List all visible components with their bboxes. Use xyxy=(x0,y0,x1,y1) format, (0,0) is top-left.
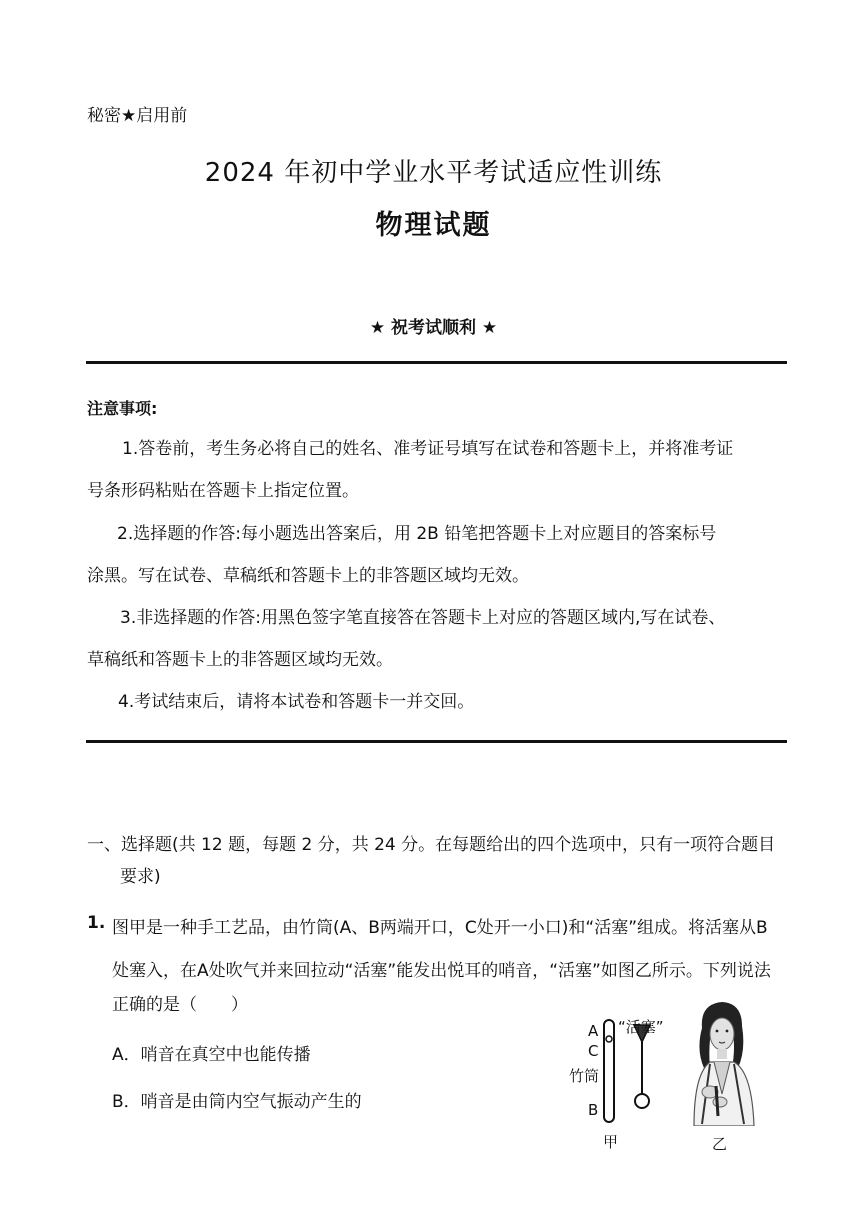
question-1-line-3: 正确的是（ ） xyxy=(112,995,248,1015)
notice-item-4: 4.考试结束后，请将本试卷和答题卡一并交回。 xyxy=(118,692,475,712)
bottom-divider xyxy=(86,740,787,743)
good-luck-banner: ★ 祝考试顺利 ★ xyxy=(369,318,498,338)
piston-ring xyxy=(635,1094,649,1108)
question-1-number: 1. xyxy=(87,913,106,933)
label-tube: 竹筒 xyxy=(569,1067,600,1085)
notice-item-3-line-1: 3.非选择题的作答:用黑色签字笔直接答在答题卡上对应的答题区域内,写在试卷、 xyxy=(120,608,726,628)
section-1-heading-line-2: 要求) xyxy=(120,867,161,887)
label-a: A xyxy=(588,1022,599,1040)
notice-item-3-line-2: 草稿纸和答题卡上的非答题区域均无效。 xyxy=(87,650,393,670)
label-b: B xyxy=(588,1101,599,1119)
exam-title: 2024 年初中学业水平考试适应性训练 xyxy=(204,158,663,188)
notice-item-1-line-1: 1.答卷前，考生务必将自己的姓名、准考证号填写在试卷和答题卡上，并将准考证 xyxy=(122,439,734,459)
person-blowing-whistle-icon xyxy=(680,998,762,1126)
caption-yi: 乙 xyxy=(712,1135,728,1153)
tube-hole-c xyxy=(606,1036,612,1042)
section-1-heading-line-1: 一、选择题(共 12 题，每题 2 分，共 24 分。在每题给出的四个选项中，只有一项符合题目 xyxy=(87,835,776,855)
option-b: B．哨音是由筒内空气振动产生的 xyxy=(112,1092,362,1112)
notice-item-1-line-2: 号条形码粘贴在答题卡上指定位置。 xyxy=(87,481,359,501)
label-piston: “活塞” xyxy=(618,1018,664,1036)
caption-jia: 甲 xyxy=(603,1133,619,1151)
notice-item-2-line-2: 涂黑。写在试卷、草稿纸和答题卡上的非答题区域均无效。 xyxy=(87,566,529,586)
label-c: C xyxy=(588,1042,599,1060)
question-1-line-2: 处塞入，在A处吹气并来回拉动“活塞”能发出悦耳的哨音，“活塞”如图乙所示。下列说法 xyxy=(112,961,771,981)
notice-item-2-line-1: 2.选择题的作答:每小题选出答案后，用 2B 铅笔把答题卡上对应题目的答案标号 xyxy=(117,524,717,544)
exam-subject: 物理试题 xyxy=(375,210,492,241)
confidential-mark: 秘密★启用前 xyxy=(87,106,188,126)
option-a: A．哨音在真空中也能传播 xyxy=(112,1045,311,1065)
notice-title: 注意事项: xyxy=(87,399,158,418)
question-1-line-1: 图甲是一种手工艺品，由竹筒(A、B两端开口，C处开一小口)和“活塞”组成。将活塞从B xyxy=(112,918,768,938)
top-divider xyxy=(86,361,787,364)
